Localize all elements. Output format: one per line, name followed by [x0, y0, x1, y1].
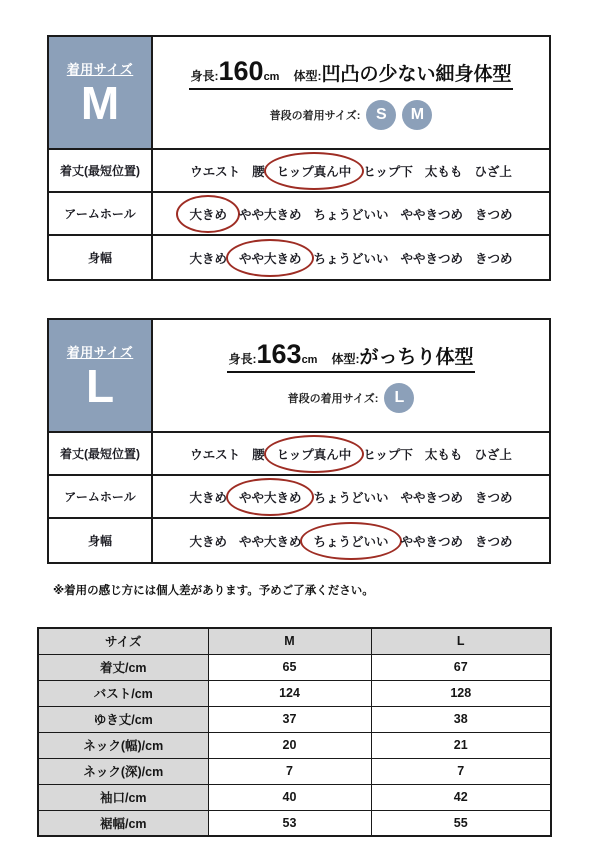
fit-option: ウエスト [190, 164, 241, 179]
table-row [38, 680, 551, 706]
fit-option: ウエスト [190, 447, 241, 462]
measurement-header-row [38, 628, 551, 654]
size-badge-l [49, 320, 153, 431]
size-badge-m [49, 37, 153, 148]
fit-row-options [153, 150, 549, 191]
fit-option: ややきつめ [400, 251, 464, 266]
row-label: 袖口/cm [38, 784, 208, 810]
fit-row-label: 着丈(最短位置) [49, 150, 153, 191]
fit-row-label: アームホール [49, 476, 153, 517]
measurement-value: 7 [208, 758, 371, 784]
fit-option: ちょうどいい [313, 532, 388, 550]
usual-size-line [270, 100, 433, 130]
fit-row-options [153, 519, 549, 562]
measurement-value: 65 [208, 654, 371, 680]
size-badge-title: 着用サイズ [66, 345, 134, 360]
row-label: ネック(幅)/cm [38, 732, 208, 758]
fit-option: 大きめ [189, 490, 227, 505]
fit-option: きつめ [475, 490, 513, 505]
fit-option: きつめ [475, 251, 513, 266]
measurement-value: 20 [208, 732, 371, 758]
fit-row-label: 着丈(最短位置) [49, 433, 153, 474]
measurement-value: 124 [208, 680, 371, 706]
fit-option: ヒップ真ん中 [277, 445, 352, 463]
column-header-m: M [208, 628, 371, 654]
model-info-l [153, 320, 549, 431]
measurement-value: 38 [371, 706, 551, 732]
fit-row-label: 身幅 [49, 236, 153, 279]
height-unit: cm [263, 70, 280, 83]
fit-option: ややきつめ [400, 207, 464, 222]
fit-table-header-m [49, 37, 549, 150]
measurement-value: 40 [208, 784, 371, 810]
model-stats-line [227, 339, 476, 373]
fit-row-options [153, 193, 549, 234]
size-badge-letter: L [85, 360, 115, 412]
fit-option: ややきつめ [400, 534, 464, 549]
table-row [38, 810, 551, 836]
column-header-l: L [371, 628, 551, 654]
body-type-value: がっちり体型 [359, 346, 474, 368]
fit-option: 太もも [424, 164, 463, 179]
table-row [38, 758, 551, 784]
row-label: バスト/cm [38, 680, 208, 706]
fit-row-bodywidth [49, 519, 549, 562]
fit-option: やや大きめ [239, 488, 302, 506]
measurement-value: 55 [371, 810, 551, 836]
fit-table-header-l [49, 320, 549, 433]
measurement-value: 128 [371, 680, 551, 706]
fit-option: きつめ [475, 534, 513, 549]
usual-size-circle-s: S [366, 100, 396, 130]
disclaimer-note: ※着用の感じ方には個人差があります。予めご了承ください。 [53, 585, 374, 597]
fit-option: 腰 [252, 447, 265, 462]
fit-option: きつめ [475, 207, 513, 222]
measurement-value: 53 [208, 810, 371, 836]
fit-option: 太もも [424, 447, 463, 462]
fit-option: ヒップ真ん中 [277, 162, 352, 180]
fit-option: やや大きめ [238, 207, 302, 222]
fit-row-length [49, 433, 549, 476]
row-label: ゆき丈/cm [38, 706, 208, 732]
measurement-table [37, 627, 552, 837]
measurement-value: 7 [371, 758, 551, 784]
table-row [38, 732, 551, 758]
row-label: 裾幅/cm [38, 810, 208, 836]
row-label: ネック(深)/cm [38, 758, 208, 784]
table-row [38, 706, 551, 732]
table-row [38, 654, 551, 680]
fit-option: ヒップ下 [363, 447, 413, 462]
fit-option: 大きめ [189, 205, 227, 223]
body-type-label: 体型: [293, 68, 322, 83]
height-unit: cm [301, 353, 318, 366]
measurement-value: 21 [371, 732, 551, 758]
fit-option: 大きめ [189, 534, 227, 549]
fit-row-options [153, 433, 549, 474]
fit-option: ややきつめ [400, 490, 464, 505]
fit-option: ヒップ下 [363, 164, 413, 179]
fit-row-armhole [49, 476, 549, 519]
fit-option: 腰 [252, 164, 265, 179]
fit-row-bodywidth [49, 236, 549, 279]
height-value: 163 [256, 338, 302, 369]
fit-table-size-m [47, 35, 551, 281]
usual-size-circle-l: L [384, 383, 414, 413]
height-label: 身長: [190, 68, 219, 83]
body-type-label: 体型: [331, 351, 360, 366]
row-label: 着丈/cm [38, 654, 208, 680]
height-value: 160 [218, 55, 264, 86]
fit-row-options [153, 236, 549, 279]
fit-option: ちょうどいい [313, 490, 389, 505]
fit-option: ひざ上 [474, 447, 512, 462]
fit-row-label: アームホール [49, 193, 153, 234]
model-stats-line [189, 56, 514, 90]
size-badge-title: 着用サイズ [66, 62, 134, 77]
fit-table-size-l [47, 318, 551, 564]
fit-option: やや大きめ [238, 534, 302, 549]
body-type-value: 凹凸の少ない細身体型 [321, 63, 512, 85]
fit-row-length [49, 150, 549, 193]
usual-size-label: 普段の着用サイズ: [269, 109, 361, 122]
measurement-value: 37 [208, 706, 371, 732]
fit-option: ひざ上 [474, 164, 512, 179]
fit-option: ちょうどいい [313, 207, 389, 222]
fit-row-armhole [49, 193, 549, 236]
usual-size-label: 普段の着用サイズ: [287, 392, 379, 405]
fit-option: 大きめ [189, 251, 227, 266]
measurement-value: 67 [371, 654, 551, 680]
fit-row-label: 身幅 [49, 519, 153, 562]
fit-row-options [153, 476, 549, 517]
column-header-size: サイズ [38, 628, 208, 654]
model-info-m [153, 37, 549, 148]
usual-size-line [288, 383, 415, 413]
size-badge-letter: M [80, 77, 120, 129]
fit-option: やや大きめ [239, 249, 302, 267]
measurement-value: 42 [371, 784, 551, 810]
height-label: 身長: [228, 351, 257, 366]
usual-size-circle-m: M [402, 100, 432, 130]
fit-option: ちょうどいい [313, 251, 389, 266]
table-row [38, 784, 551, 810]
